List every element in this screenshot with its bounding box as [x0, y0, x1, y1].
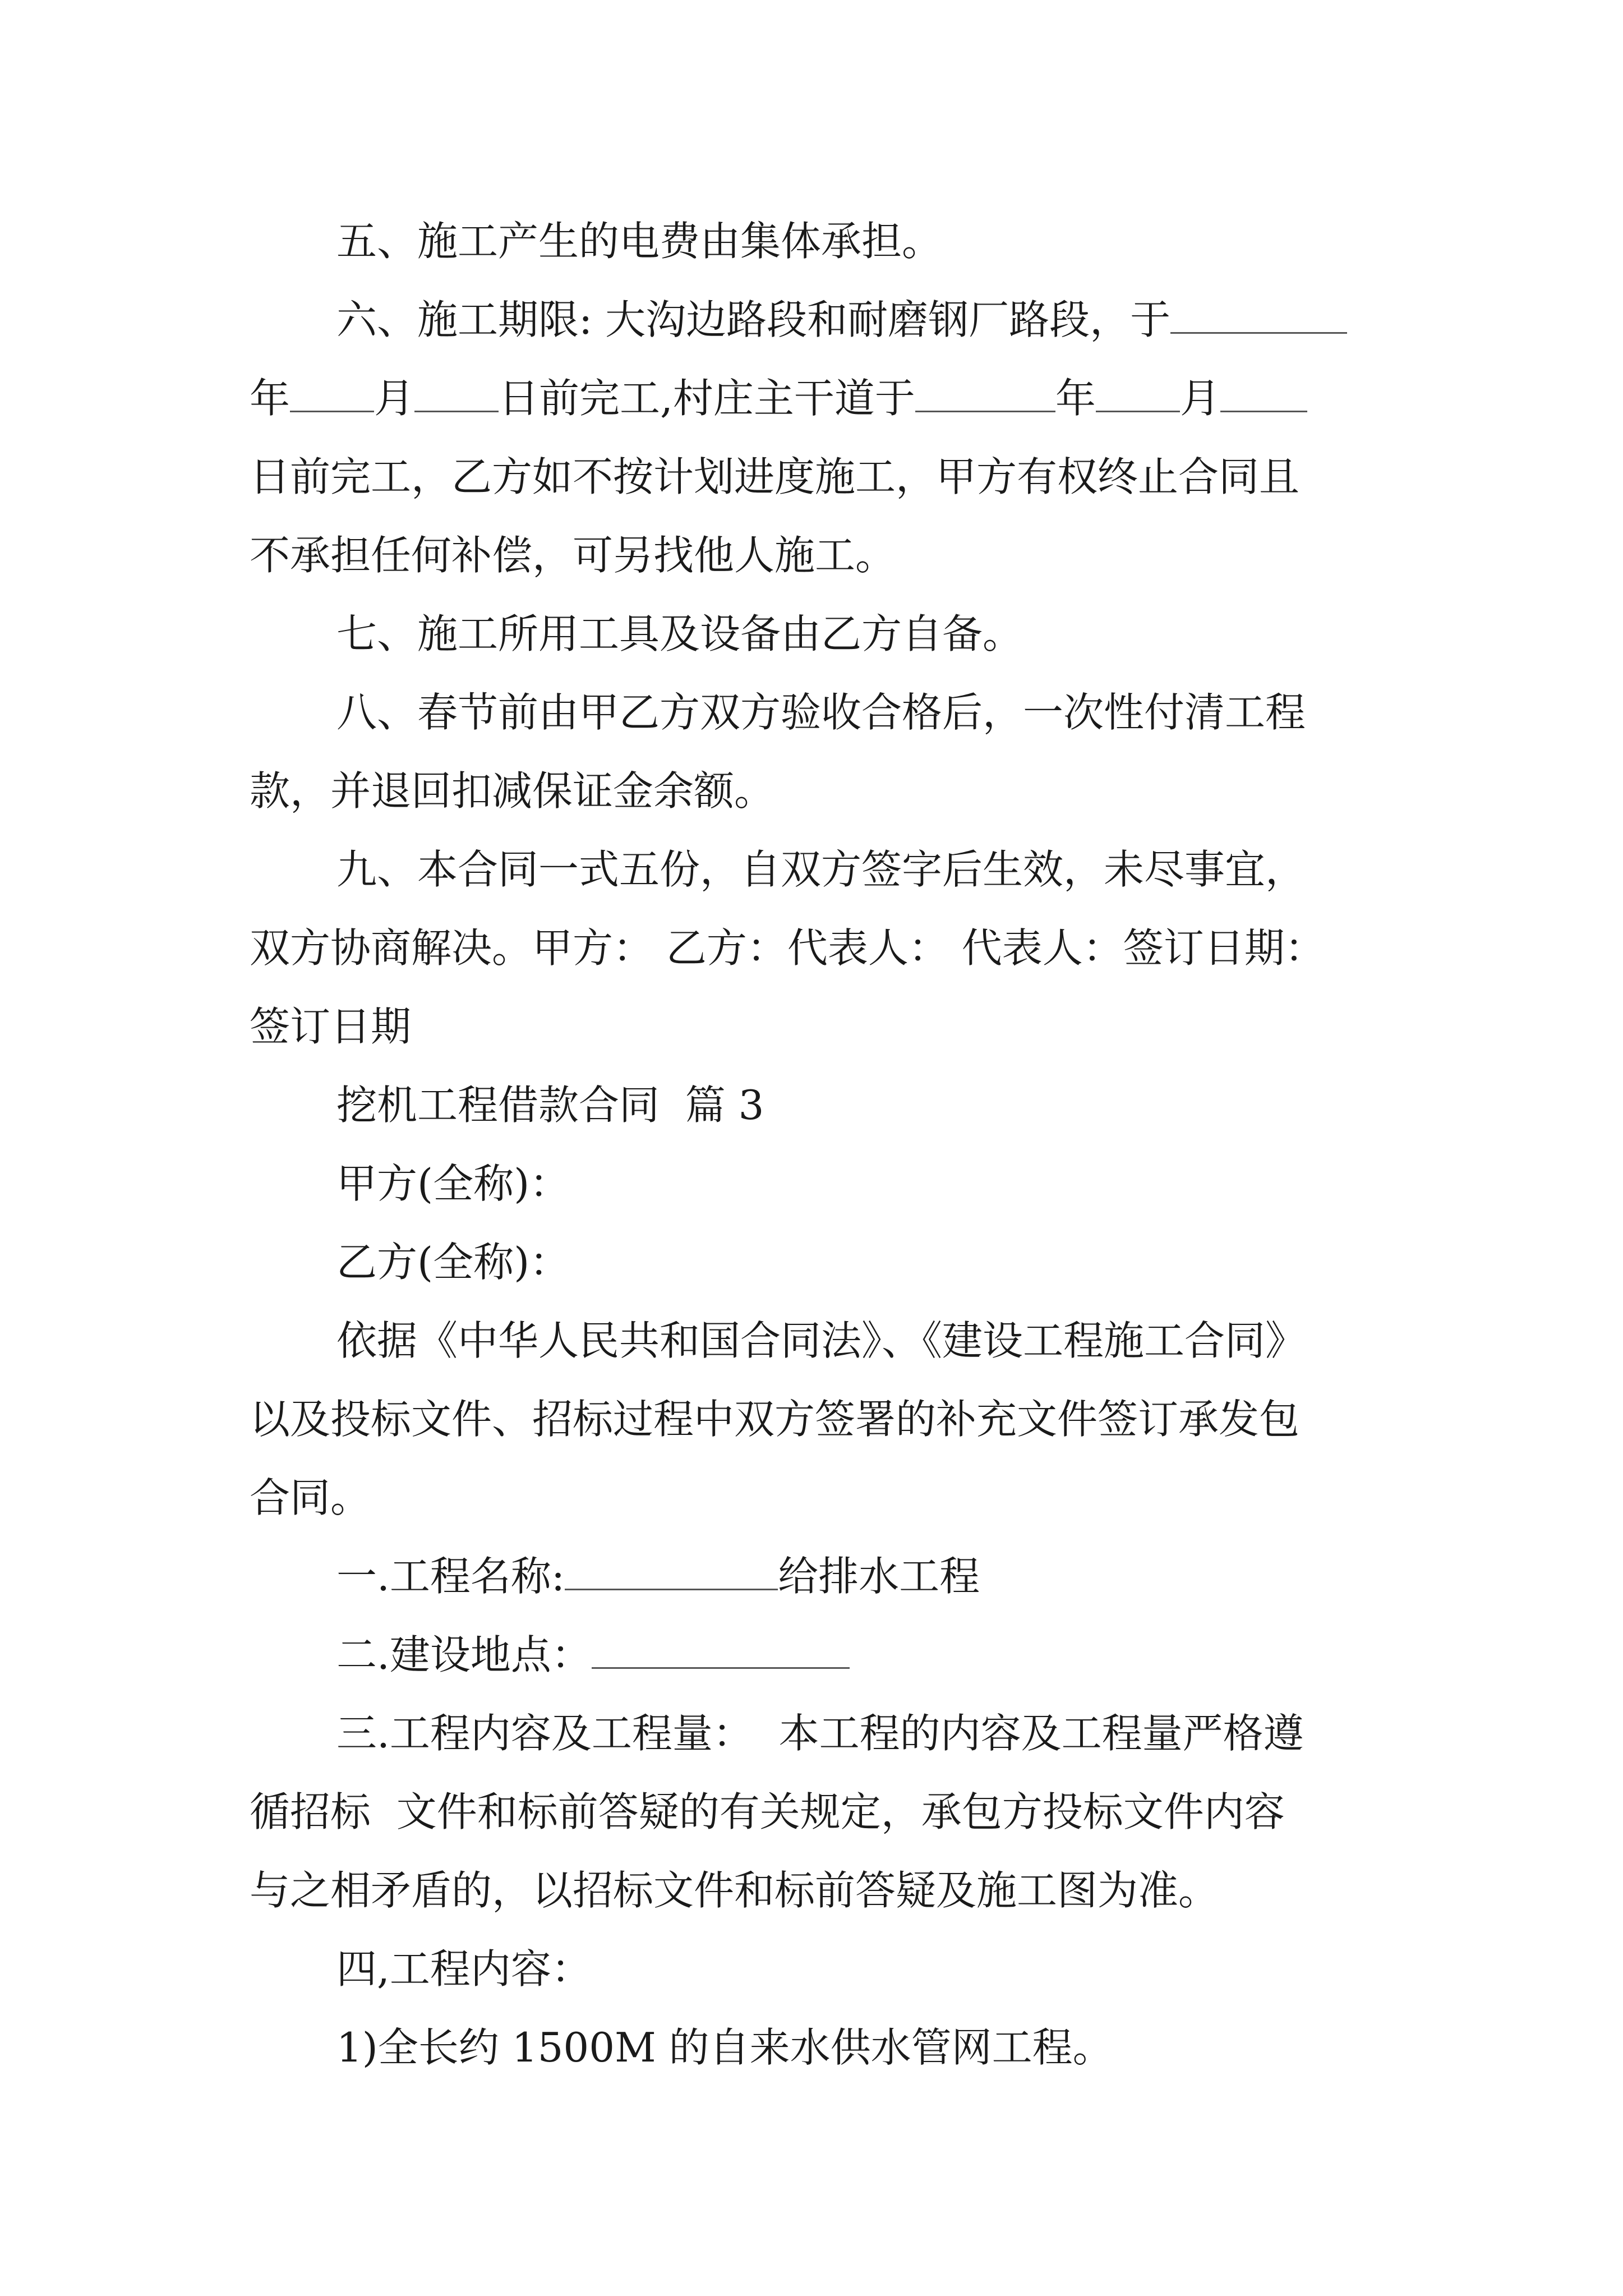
clause-6-line-4: [0, 516, 1623, 595]
blank-field: [1096, 378, 1180, 412]
party-a-label: 甲方(全称)：: [336, 1160, 570, 1207]
clause-9-line-2: [0, 909, 1623, 987]
blank-field: [565, 1556, 778, 1590]
basis-line-1: [0, 1301, 1623, 1380]
clause-8-line-2: [0, 752, 1623, 830]
blank-field: [915, 378, 1055, 412]
clause-6-text: 日前完工，乙方如不按计划进度施工，甲方有权终止合同且: [250, 453, 1300, 500]
item-3-line-3: [0, 1851, 1623, 1930]
item-3-text: 循招标 文件和标前答疑的有关规定，承包方投标文件内容: [250, 1788, 1285, 1835]
clause-6-text: 日前完工,村庄主干道于: [499, 375, 915, 422]
blank-field: [1170, 300, 1347, 334]
clause-7: [0, 595, 1623, 673]
month-label: 月: [1179, 375, 1220, 422]
year-label: 年: [1055, 375, 1096, 422]
blank-field: [414, 378, 499, 412]
item-3-text: 三.工程内容及工程量： 本工程的内容及工程量严格遵: [336, 1710, 1304, 1757]
site-label: 二.建设地点：: [336, 1631, 592, 1678]
clause-8-line-1: [0, 673, 1623, 752]
basis-text: 合同。: [250, 1474, 371, 1521]
project-name-label: 一.工程名称:: [336, 1553, 565, 1600]
month-label: 月: [374, 375, 415, 422]
clause-7-text: 七、施工所用工具及设备由乙方自备。: [336, 610, 1023, 657]
clause-5: [0, 202, 1623, 280]
party-b: [0, 1223, 1623, 1301]
clause-6-text: 六、施工期限: 大沟边路段和耐磨钢厂路段，于: [336, 296, 1171, 343]
clause-9-text: 签订日期: [250, 1003, 412, 1050]
party-b-label: 乙方(全称)：: [336, 1239, 570, 1286]
item-4: [0, 1930, 1623, 2008]
clause-6-line-1: [0, 280, 1623, 359]
year-label: 年: [250, 375, 291, 422]
basis-line-2: [0, 1380, 1623, 1458]
item-3-text: 与之相矛盾的，以招标文件和标前答疑及施工图为准。: [250, 1867, 1219, 1914]
clause-8-text: 八、春节前由甲乙方双方验收合格后，一次性付清工程: [336, 689, 1306, 736]
clause-6-text: 不承担任何补偿，可另找他人施工。: [250, 532, 896, 579]
item-2: [0, 1616, 1623, 1694]
clause-9-line-3: [0, 987, 1623, 1066]
clause-9-text: 双方协商解决。甲方： 乙方：代表人： 代表人：签订日期：: [250, 924, 1325, 972]
basis-line-3: [0, 1458, 1623, 1537]
blank-field: [1220, 378, 1307, 412]
item-3-line-2: [0, 1773, 1623, 1851]
project-name-text: 给排水工程: [778, 1553, 980, 1600]
basis-text: 以及投标文件、招标过程中双方签署的补充文件签订承发包: [250, 1396, 1300, 1443]
clause-9-text: 九、本合同一式五份，自双方签字后生效，未尽事宜，: [336, 846, 1306, 893]
item-4-text: 四,工程内容：: [336, 1945, 592, 1993]
section-heading: [0, 1066, 1623, 1144]
clause-8-text: 款，并退回扣减保证金余额。: [250, 767, 775, 815]
clause-6-line-2: [0, 359, 1623, 438]
clause-6-line-3: [0, 438, 1623, 516]
blank-field: [290, 378, 374, 412]
section-title: 挖机工程借款合同 篇 3: [336, 1082, 764, 1129]
clause-9-line-1: [0, 830, 1623, 909]
clause-5-text: 五、施工产生的电费由集体承担。: [336, 218, 943, 265]
item-4-1-text: 1)全长约 1500M 的自来水供水管网工程。: [336, 2024, 1113, 2071]
blank-field: [592, 1635, 850, 1669]
item-4-1: [0, 2008, 1623, 2087]
item-3-line-1: [0, 1694, 1623, 1773]
basis-text: 依据《中华人民共和国合同法》、《建设工程施工合同》: [336, 1317, 1306, 1364]
item-1: [0, 1537, 1623, 1616]
party-a: [0, 1144, 1623, 1223]
